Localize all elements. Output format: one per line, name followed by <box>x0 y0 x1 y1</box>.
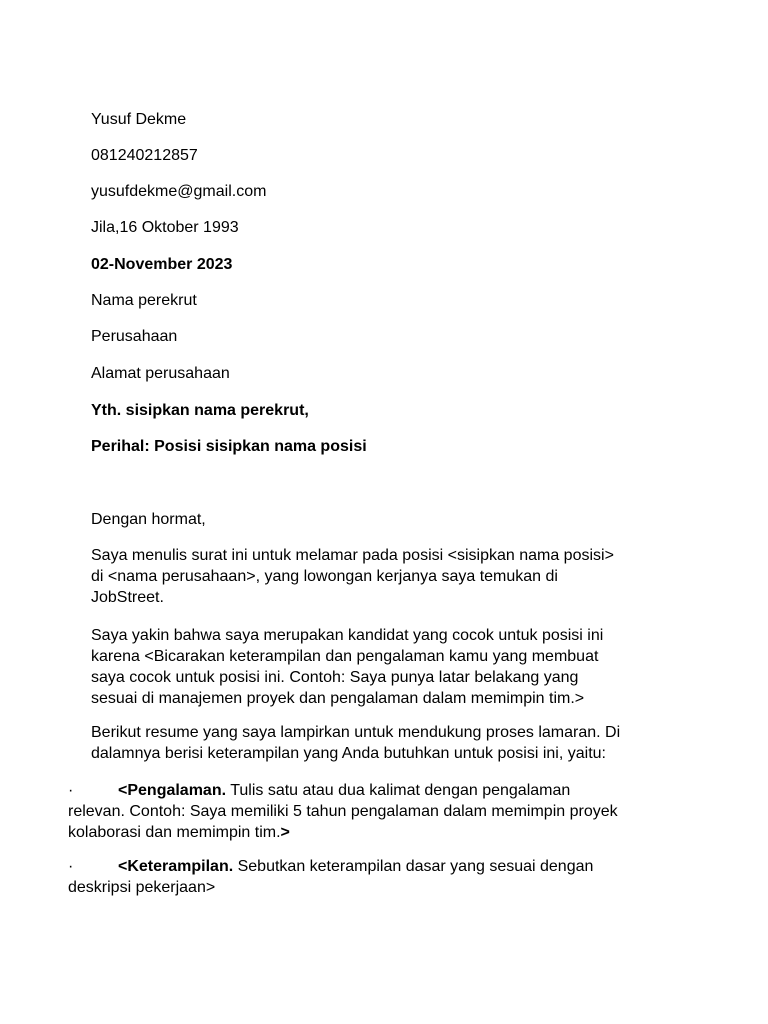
paragraph-1 <box>91 545 691 608</box>
salutation: Dengan hormat, <box>91 511 206 528</box>
letter-date: 02-November 2023 <box>91 256 233 273</box>
bullet-marker: · <box>68 858 74 875</box>
paragraph-line: saya cocok untuk posisi ini. Contoh: Saya punya latar belakang yang <box>91 669 579 686</box>
subject-line: Perihal: Posisi sisipkan nama posisi <box>91 438 367 455</box>
company-address: Alamat perusahaan <box>91 365 230 382</box>
paragraph-line: Saya menulis surat ini untuk melamar pada posisi <sisipkan nama posisi> <box>91 547 614 564</box>
company-name: Perusahaan <box>91 328 178 345</box>
sender-name: Yusuf Dekme <box>91 111 187 128</box>
paragraph-3 <box>91 722 691 764</box>
paragraph-line: di <nama perusahaan>, yang lowongan kerjanya saya temukan di <box>91 568 558 585</box>
bullet-lead: <Keterampilan. <box>118 858 234 875</box>
paragraph-line: dalamnya berisi keterampilan yang Anda butuhkan untuk posisi ini, yaitu: <box>91 745 606 762</box>
paragraph-line: Saya yakin bahwa saya merupakan kandidat yang cocok untuk posisi ini <box>91 627 604 644</box>
bullet-first-line <box>68 780 708 801</box>
bullet-last-line <box>68 822 708 843</box>
paragraph-line: karena <Bicarakan keterampilan dan pengalaman kamu yang membuat <box>91 648 599 665</box>
paragraph-2 <box>91 625 691 709</box>
paragraph-line: sesuai di manajemen proyek dan pengalaman dalam memimpin tim.> <box>91 690 585 707</box>
sender-email: yusufdekme@gmail.com <box>91 183 267 200</box>
recruiter-name: Nama perekrut <box>91 292 197 309</box>
bullet-first-line <box>68 856 708 877</box>
bullet-tail: > <box>280 824 290 841</box>
bullet-line: relevan. Contoh: Saya memiliki 5 tahun pengalaman dalam memimpin proyek <box>68 803 618 820</box>
bullet-experience <box>68 780 708 843</box>
bullet-text: kolaborasi dan memimpin tim. <box>68 824 281 841</box>
bullet-text: Tulis satu atau dua kalimat dengan pengalaman <box>226 782 571 799</box>
bullet-lead: <Pengalaman. <box>118 782 227 799</box>
bullet-line: deskripsi pekerjaan> <box>68 879 216 896</box>
sender-birth: Jila,16 Oktober 1993 <box>91 219 239 236</box>
greeting-to: Yth. sisipkan nama perekrut, <box>91 402 309 419</box>
paragraph-line: Berikut resume yang saya lampirkan untuk mendukung proses lamaran. Di <box>91 724 621 741</box>
bullet-skills <box>68 856 708 898</box>
paragraph-line: JobStreet. <box>91 589 164 606</box>
bullet-marker: · <box>68 782 74 799</box>
bullet-text: Sebutkan keterampilan dasar yang sesuai dengan <box>233 858 594 875</box>
sender-phone: 081240212857 <box>91 147 198 164</box>
